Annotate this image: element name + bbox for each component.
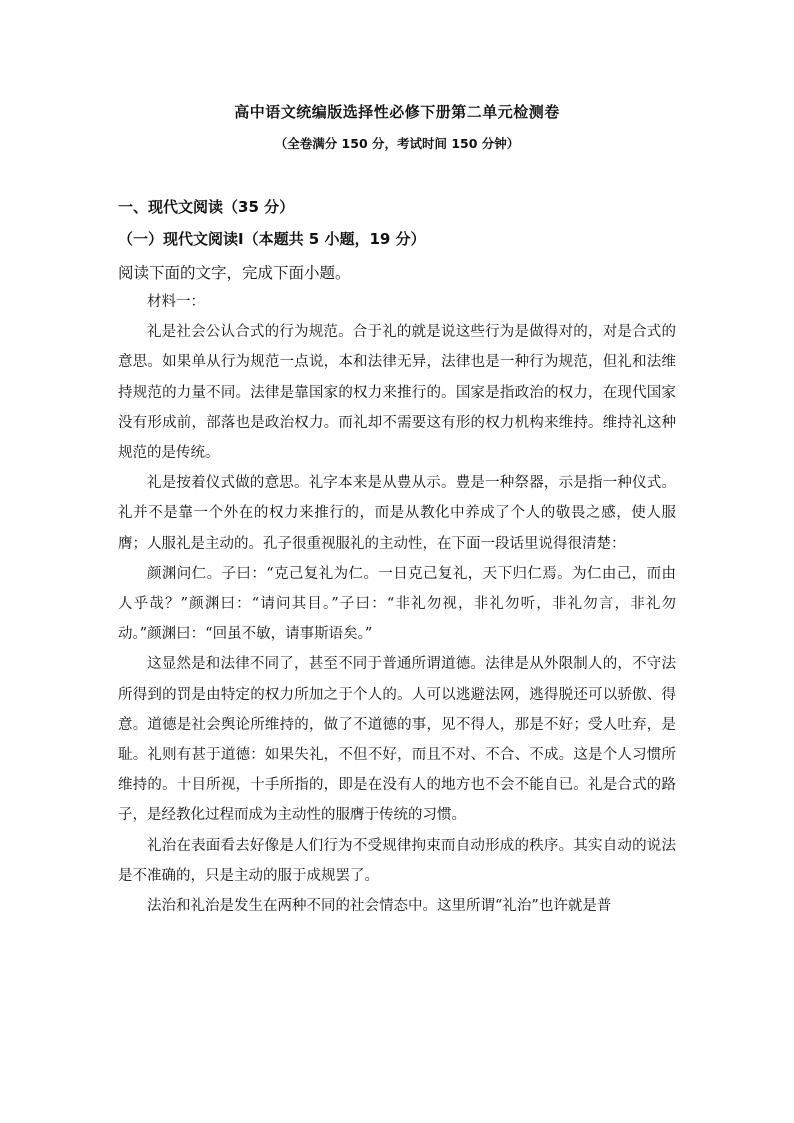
material-label: 材料一：: [147, 294, 205, 310]
paragraph: 这显然是和法律不同了，甚至不同于普通所谓道德。法律是从外限制人的，不守法所得到的罚是由特定的权力所加之于个人的。人可以逃避法网，逃得脱还可以骄傲、得意。道德是社会舆论所维持的，做了不道德的事，见不得人，那是不好；受人吐弃，是耻。礼则有甚于道德：如果失礼，不但不好，而且不对、不合、不成。这是个人习惯所维持的。十目所视，十手所指的，即是在没有人的地方也不会不能自已。礼是合式的路子，是经教化过程而成为主动性的服膺于传统的习惯。: [118, 656, 676, 824]
paragraph: 法治和礼治是发生在两种不同的社会情态中。这里所谓“礼治”也许就是普: [147, 898, 612, 915]
quote-paragraph: 颜渊问仁。子曰：“克己复礼为仁。一日克己复礼，天下归仁焉。为仁由己，而由人乎哉？”颜渊曰：“请问其目。”子曰：“非礼勿视，非礼勿听，非礼勿言，非礼勿动。”颜渊曰：“回虽不敏，请事斯语矣。”: [118, 565, 676, 643]
paragraph: 礼是按着仪式做的意思。礼字本来是从豊从示。豊是一种祭器，示是指一种仪式。礼并不是靠一个外在的权力来推行的，而是从教化中养成了个人的敬畏之感，使人服膺；人服礼是主动的。孔子很重视服礼的主动性，在下面一段话里说得很清楚：: [118, 475, 676, 552]
paragraph: 礼治在表面看去好像是人们行为不受规律拘束而自动形成的秩序。其实自动的说法是不准确的，只是主动的服于成规罢了。: [118, 837, 676, 884]
subsection-heading: （一）现代文阅读Ⅰ（本题共 5 小题，19 分）: [118, 230, 426, 248]
paragraph: 礼是社会公认合式的行为规范。合于礼的就是说这些行为是做得对的，对是合式的意思。如果单从行为规范一点说，本和法律无异，法律也是一种行为规范，但礼和法维持规范的力量不同。法律是靠国家的权力来推行的。国家是指政治的权力，在现代国家没有形成前，部落也是政治权力。而礼却不需要这有形的权力机构来维持。维持礼这种规范的是传统。: [118, 324, 676, 462]
exam-info: （全卷满分 150 分，考试时间 150 分钟）: [274, 136, 520, 151]
reading-instruction: 阅读下面的文字，完成下面小题。: [118, 264, 351, 282]
reading-material: [118, 287, 676, 921]
section-heading: 一、现代文阅读（35 分）: [118, 198, 295, 216]
document-title: 高中语文统编版选择性必修下册第二单元检测卷: [234, 103, 560, 121]
